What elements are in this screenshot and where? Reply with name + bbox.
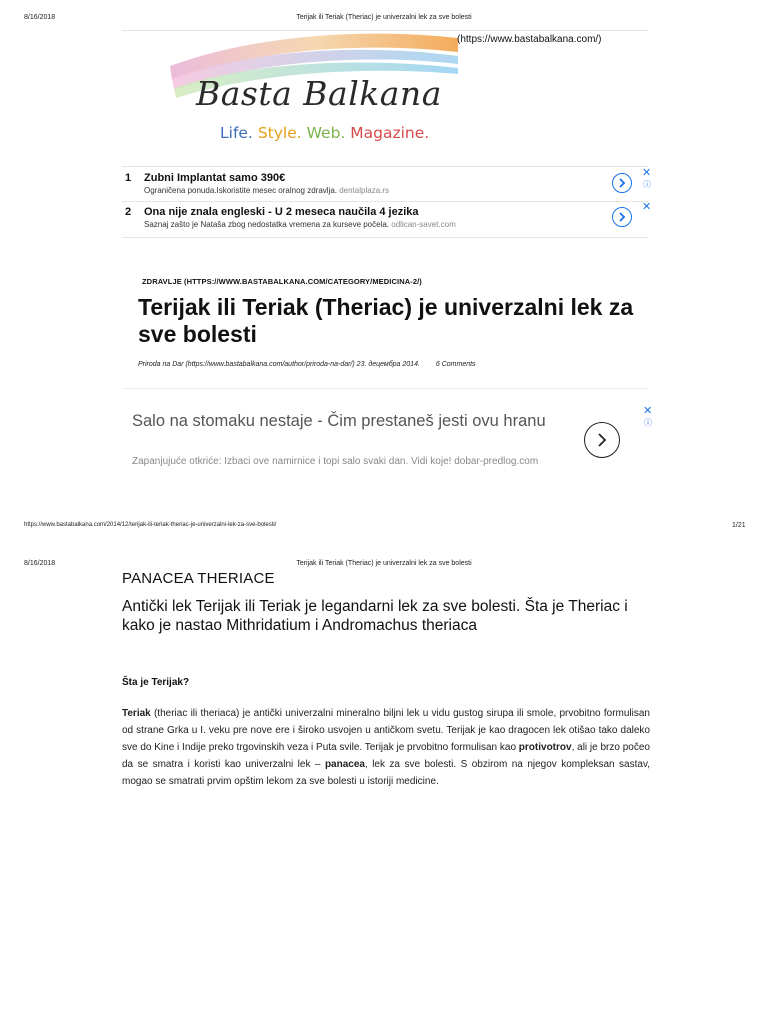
category-link[interactable]: ZDRAVLJE (HTTPS://WWW.BASTABALKANA.COM/CATEGORY/MEDICINA-2/): [142, 277, 422, 286]
close-icon[interactable]: ✕: [643, 405, 653, 417]
info-icon[interactable]: ⓘ: [644, 418, 652, 427]
article-meta: [138, 361, 476, 368]
tagline-word: Web.: [306, 124, 346, 142]
ads-bottom-divider: [122, 237, 648, 238]
bold-term: Teriak: [122, 708, 151, 719]
ads-mid-divider: [122, 201, 648, 202]
tagline-word: Magazine.: [350, 124, 430, 142]
close-icon[interactable]: ✕: [642, 167, 652, 179]
ad-description: Ograničena ponuda.Iskoristite mesec oralnog zdravlja. dentalplaza.rs: [144, 186, 390, 195]
lead-paragraph: Antički lek Terijak ili Teriak je legandarni lek za sve bolesti. Šta je Theriac i kako je nastao Mithridatium i Andromachus theriaca: [122, 598, 628, 634]
section-title: PANACEA THERIACE: [122, 570, 275, 587]
body-paragraph: Teriak (theriac ili theriaca) je antički univerzalni mineralno biljni lek u vidu gustog sirupa ili smole, prvobitno formulisan od strane Grka u I. veku pre nove ere i široko usvojen u antičkom svetu. Terijak je kao dragocen lek otišao tako daleko sve do Kine i Indije preko trgovinskih veza i Puta svile. Terijak je prvobitno formulisan kao protivotrov, ali je brzo počeo da se smatra i koristi kao univerzalni lek – panacea, lek za sve bolesti. S obzirom na njegov kompleksan sastav, mogao se smatrati prvim opštim lekom za sve bolesti u istoriji medicine.: [122, 708, 650, 787]
article-title: Terijak ili Teriak (Theriac) je univerzalni lek za sve bolesti: [138, 294, 634, 347]
ad-number: 1: [125, 172, 132, 184]
site-logo[interactable]: [168, 28, 458, 156]
ad-title[interactable]: Ona nije znala engleski - U 2 meseca naučila 4 jezika: [144, 206, 419, 218]
native-ad-title[interactable]: Salo na stomaku nestaje - Čim prestaneš jesti ovu hranu: [132, 412, 546, 430]
native-ad[interactable]: [122, 404, 652, 474]
subheading: Šta je Terijak?: [122, 677, 190, 688]
print-date: 8/16/2018: [24, 14, 56, 21]
logo-wordmark: Basta Balkana: [196, 74, 442, 113]
author-link[interactable]: Priroda na Dar (https://www.bastabalkana.com/author/priroda-na-dar/): [138, 361, 355, 368]
tagline-word: Life.: [220, 124, 253, 142]
logo-tagline: [220, 124, 429, 142]
chevron-right-icon[interactable]: [612, 207, 632, 227]
print-title: Terijak ili Teriak (Theriac) je univerzalni lek za sve bolesti: [296, 560, 472, 567]
tagline-word: Style.: [257, 124, 302, 142]
ad-number: 2: [125, 206, 132, 218]
bold-term: panacea: [324, 759, 365, 770]
native-ad-domain: dobar-predlog.com: [454, 456, 539, 467]
ad-domain: odlican-savet.com: [391, 220, 456, 229]
site-url-link[interactable]: (https://www.bastabalkana.com/): [457, 34, 602, 45]
ad-title[interactable]: Zubni Implantat samo 390€: [144, 172, 286, 184]
info-icon[interactable]: ⓘ: [643, 180, 651, 189]
chevron-right-icon[interactable]: [584, 422, 620, 458]
ad-domain: dentalplaza.rs: [339, 186, 390, 195]
ad-item[interactable]: [122, 167, 652, 201]
post-date: 23. децембра 2014.: [356, 361, 420, 368]
print-footer-url: https://www.bastabalkana.com/2014/12/terijak-ili-teriak-theriac-je-univerzalni-lek-za-sve-bolesti/: [24, 522, 277, 528]
bold-term: protivotrov: [518, 742, 572, 753]
print-date: 8/16/2018: [24, 560, 56, 567]
ad-item[interactable]: [122, 201, 652, 236]
native-ad-description: Zapanjujuće otkriće: Izbaci ove namirnice i topi salo svaki dan. Vidi koje! dobar-predlog.com: [132, 456, 539, 467]
close-icon[interactable]: ✕: [642, 201, 652, 213]
print-page-number: 1/21: [732, 522, 746, 529]
ads-top-divider: [122, 166, 648, 167]
ad-description: Saznaj zašto je Nataša zbog nedostatka vremena za kurseve počela. odlican-savet.com: [144, 220, 456, 229]
print-title: Terijak ili Teriak (Theriac) je univerzalni lek za sve bolesti: [296, 14, 472, 21]
comments-link[interactable]: 6 Comments: [435, 361, 476, 368]
chevron-right-icon[interactable]: [612, 173, 632, 193]
meta-divider: [122, 388, 648, 389]
